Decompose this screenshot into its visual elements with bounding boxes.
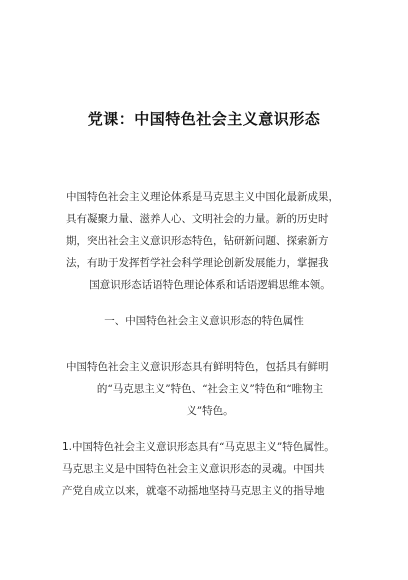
marxism-line-2: 马克思主义是中国特色社会主义意识形态的灵魂。中国共 [62, 463, 325, 475]
intro-line-1: 中国特色社会主义理论体系是马克思主义中国化最新成果， [66, 191, 339, 203]
intro-line-2: 具有凝聚力量、滋养人心、文明社会的力量。新的历史时 [66, 213, 329, 225]
intro-line-5: 国意识形态话语特色理论体系和话语逻辑思维本领。 [89, 279, 331, 291]
list-number: 1. [62, 441, 73, 453]
section-heading: 一、中国特色社会主义意识形态的特色属性 [104, 315, 304, 327]
attribute-line-3: 义”特色。 [186, 405, 234, 417]
attribute-line-1: 中国特色社会主义意识形态具有鲜明特色，包括具有鲜明 [66, 361, 329, 373]
attribute-line-2: 的“马克思主义”特色、“社会主义”特色和“唯物主 [96, 383, 324, 395]
marxism-line-1 [62, 436, 362, 458]
attribute-paragraph [66, 356, 354, 422]
document-title: 党课：中国特色社会主义意识形态 [87, 110, 321, 128]
marxism-line-1-text: 中国特色社会主义意识形态具有“马克思主义”特色属性。 [72, 441, 335, 453]
marxism-paragraph [62, 436, 362, 502]
intro-line-4: 法，有助于发挥哲学社会科学理论创新发展能力，掌握我 [66, 257, 329, 269]
intro-line-3: 期，突出社会主义意识形态特色，钻研新问题、探索新方 [66, 235, 329, 247]
marxism-line-3: 产党自成立以来，就毫不动摇地坚持马克思主义的指导地 [62, 485, 325, 497]
intro-paragraph [66, 186, 354, 296]
